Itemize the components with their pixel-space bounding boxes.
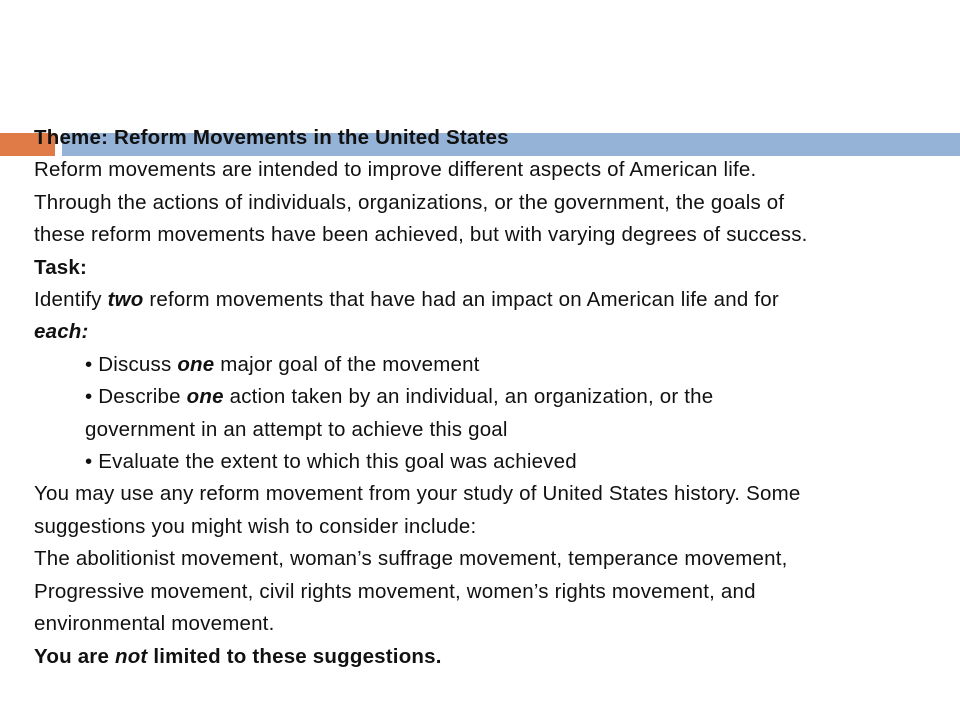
closing-before: You are: [34, 644, 115, 668]
bullet-discuss: [34, 349, 934, 381]
suggestions-intro-line-1: You may use any reform movement from your study of United States history. Some: [34, 482, 801, 506]
suggestions-line-2: Progressive movement, civil rights movement, women’s rights movement, and: [34, 579, 756, 603]
bullet-discuss-before: • Discuss: [85, 352, 178, 376]
bullet-describe-continuation: government in an attempt to achieve this goal: [85, 417, 508, 441]
task-instruction: [34, 284, 934, 316]
task-text-after: reform movements that have had an impact on American life and for: [143, 288, 779, 312]
bullet-evaluate: • Evaluate the extent to which this goal was achieved: [85, 450, 577, 474]
closing-note: [34, 641, 934, 673]
closing-emphasis: not: [114, 644, 148, 668]
bullet-discuss-after: major goal of the movement: [214, 352, 480, 376]
slide-body: [34, 122, 934, 673]
intro-line-3: these reform movements have been achieved, but with varying degrees of success.: [34, 223, 808, 247]
intro-line-2: Through the actions of individuals, organizations, or the government, the goals of: [34, 190, 785, 214]
bullet-describe-before: • Describe: [85, 385, 187, 409]
bullet-describe: [34, 381, 934, 413]
bullet-describe-after: action taken by an individual, an organization, or the: [223, 385, 714, 409]
suggestions-intro-line-2: suggestions you might wish to consider include:: [34, 514, 477, 538]
intro-line-1: Reform movements are intended to improve different aspects of American life.: [34, 158, 757, 182]
suggestions-line-1: The abolitionist movement, woman’s suffrage movement, temperance movement,: [34, 547, 788, 571]
bullet-discuss-emphasis: one: [177, 352, 215, 376]
bullet-describe-emphasis: one: [186, 385, 224, 409]
closing-after: limited to these suggestions.: [147, 644, 442, 668]
theme-heading: Theme: Reform Movements in the United States: [34, 126, 509, 149]
task-heading: Task:: [34, 255, 88, 279]
suggestions-line-3: environmental movement.: [34, 612, 275, 636]
task-text-before: Identify: [34, 288, 108, 312]
each-label: each:: [34, 320, 89, 344]
task-emphasis: two: [107, 288, 144, 312]
